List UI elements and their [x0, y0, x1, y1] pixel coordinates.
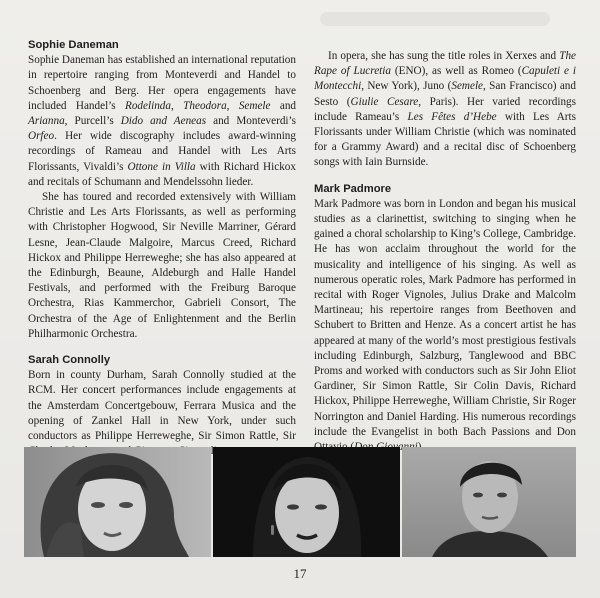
show-through-smudge — [300, 2, 600, 42]
padmore-bio-para-1: Mark Padmore was born in London and began his musical studies as a clarinettist, switching to singing when he gained a choral scholarship to King’s College, Cambridge. He has won acclaim throughout the world for the musicality and intelligence of his singing. As well as numerous operatic roles, Mark Padmore has performed in recital with Roger Vignoles, Julius Drake and Malcolm Martineau; his repertoire ranges from Beethoven and Schubert to Britten and Henze. As a concert artist he has appeared at many of the world’s most prestigious festivals including Edinburgh, Salzburg, Tanglewood and BBC Proms and worked with conductors such as Sir John Eliot Gardiner, Sir Simon Rattle, Sir Colin Davis, Richard Hickox, Philippe Herreweghe, William Christie, Sir Roger Norrington and Daniel Harding. His numerous recordings include the Evangelist in both Bach Passions and Don — [314, 197, 576, 438]
daneman-bio-continued: In opera, she has sung the title roles in Xerxes and The Rape of Lucretia (ENO), as well as Romeo (Capuleti e i Montecchi, New York), Juno (Semele, San Francisco) and Sesto (Giulie Cesare, Paris). Her varied recordings include Rameau’s Les Fêtes d’Hebe with Les Arts Florissants under William Christie (which was nominated for a Grammy Award) and a recital disc of Schoenberg songs with Iain Burnside. — [314, 50, 577, 169]
portrait-photo-padmore — [402, 447, 576, 557]
connolly-bio-para-1: Born in county Durham, Sarah Connolly studied at the RCM. Her concert performances include engagements at the Amsterdam Concertgebouw, Ferrara Musica and the opening of Zankel Hall in New York, under such conductors as Philippe Herreweghe, Sir Simon Rattle, Sir — [28, 369, 296, 443]
page-number: 17 — [293, 566, 307, 581]
daneman-bio-para-2: She has toured and recorded extensively with William Christie and Les Arts Florissants, as well as performing with Christopher Hogwood, Sir Neville Marriner, Gérard Lesne, Jean-Claude Malgoire, Marcus Creed, Richard Hickox and Philippe Herreweghe; she has also appeared at the Edinburgh, Beaune, Aldeburgh and Halle Handel Festivals, and performed with the Freiburg Baroque Orchestra, Rias Kammerchor, Gabrieli Consort, The Orchestra of the Age of Enlightenment and the Berlin Philharmonic Orchestra. — [28, 191, 296, 340]
daneman-bio-para-1: Sophie Daneman has established an international reputation in repertoire ranging from Monteverdi and Handel to Schoenberg and Berg. Her opera engagements have included Handel’s Rodelinda, Theodora, Semele and Arianna, Purcell’s Dido and Aeneas and Monteverdi’s Orfeo. Her wide discography includes award-winning recordings of Rameau and Handel with Les Arts Florissants, Vivaldi’s Ottone in Villa with Richard Hickox and recitals of Schumann and Mendelssohn lieder. — [28, 54, 297, 188]
right-column — [314, 49, 576, 455]
show-through-text — [300, 2, 600, 42]
portrait-photo-connolly — [213, 447, 400, 557]
singer-name-padmore: Mark Padmore — [314, 182, 392, 195]
portrait-strip — [24, 447, 576, 557]
singer-name-daneman: Sophie Daneman — [28, 39, 119, 51]
portrait-photo-daneman — [24, 447, 211, 557]
singer-name-connolly: Sarah Connolly — [28, 354, 111, 367]
left-column — [28, 38, 296, 459]
